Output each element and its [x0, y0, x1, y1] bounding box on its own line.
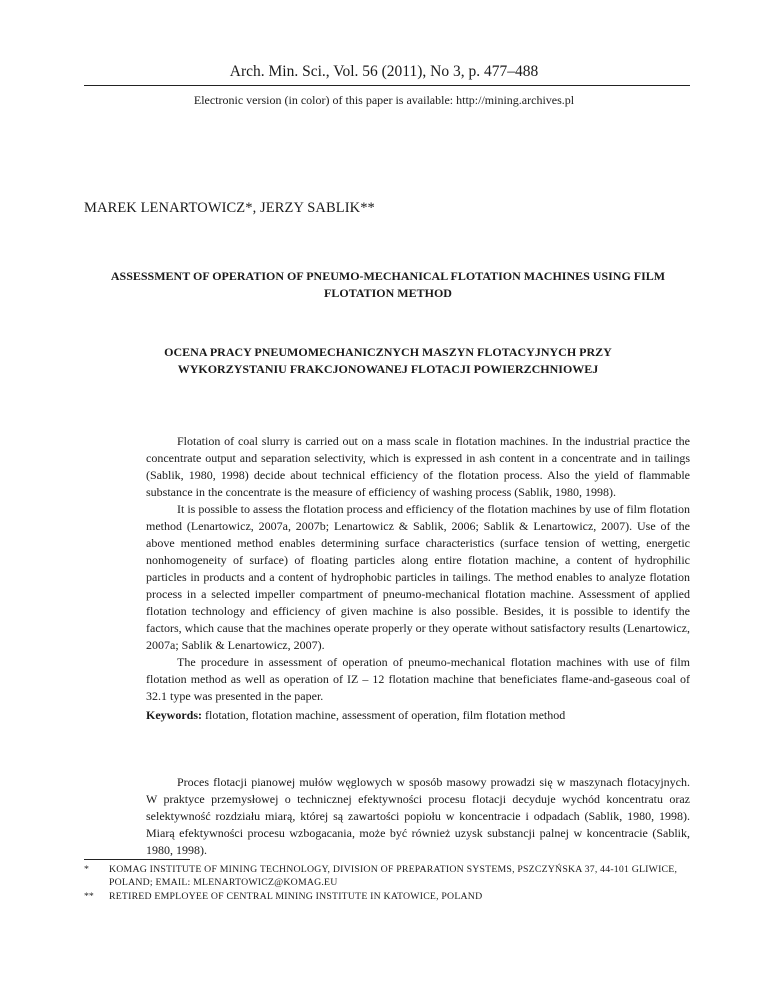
abstract-paragraph: It is possible to assess the flotation process and efficiency of the flotation machines by use of film flotation method (Lenartowicz, 2007a, 2007b; Lenartowicz & Sablik, 2006; Sablik & Lenartowicz, 2007). Use of the above mentioned method enables determining surface characteristics (surface tension of wetting, energetic nonhomogeneity of surface) of floating particles along entire flotation machine, a content of hydrophilic particles in products and a content of hydrophobic particles in tailings. The method enables to analyze flotation process in a selected impeller compartment of pneumo-mechanical flotation machine. Assessment of applied flotation technology and efficiency of given machine is also possible. Besides, it is possible to identify the factors, which cause that the machines operate properly or they operate without satisfactory results (Lenartowicz, 2007a; Sablik & Lenartowicz, 2007).	[146, 502, 690, 652]
title-polish: OCENA PRACY PNEUMOMECHANICZNYCH MASZYN FLOTACYJNYCH PRZY WYKORZYSTANIU FRAKCJONOWANEJ FLOTACJI POWIERZCHNIOWEJ	[164, 345, 612, 376]
authors: MAREK LENARTOWICZ*, JERZY SABLIK**	[84, 200, 375, 216]
footnote-mark: **	[84, 891, 94, 902]
keywords-label: Keywords:	[146, 708, 202, 722]
abstract-paragraph: The procedure in assessment of operation of pneumo-mechanical flotation machines with use of film flotation method as well as operation of IZ – 12 flotation machine that beneficiates flame-and-gaseous coal of 32.1 type was presented in the paper.	[146, 655, 690, 703]
abstract-paragraph: Proces flotacji pianowej mułów węglowych w sposób masowy prowadzi się w maszynach flotacyjnych. W praktyce przemysłowej o technicznej efektywności procesu flotacji decyduje wychód koncentratu oraz selektywność rozdziału miarą, której są zawartości popiołu w koncentracie i odpadach (Sablik, 1980, 1998). Miarą efektywności procesu wzbogacania, może być również uzysk substancji palnej w koncentracie (Sablik, 1980, 1998).	[146, 775, 690, 857]
footnote-rule	[84, 859, 190, 860]
abstract-paragraph: Flotation of coal slurry is carried out on a mass scale in flotation machines. In the industrial practice the concentrate output and separation selectivity, which is expressed in ash content in a concentrate and in tailings (Sablik, 1980, 1998) decide about technical efficiency of the flotation process. Also the yield of flammable substance in the concentrate is the measure of efficiency of washing process (Sablik, 1980, 1998).	[146, 434, 690, 499]
electronic-version-note: Electronic version (in color) of this paper is available: http://mining.archives.pl	[193, 93, 575, 107]
keywords	[146, 708, 565, 723]
footnote-text: KOMAG INSTITUTE OF MINING TECHNOLOGY, DIVISION OF PREPARATION SYSTEMS, PSZCZYŃSKA 37, 44-101 GLIWICE, POLAND; EMAIL: MLENARTOWICZ@KOMAG.EU	[109, 864, 678, 888]
abstract-english	[146, 433, 690, 705]
footnote	[84, 863, 690, 889]
keywords-text: flotation, flotation machine, assessment of operation, film flotation method	[202, 708, 566, 722]
header-rule	[84, 85, 690, 86]
footnote-text: RETIRED EMPLOYEE OF CENTRAL MINING INSTITUTE IN KATOWICE, POLAND	[109, 891, 483, 902]
abstract-polish	[146, 774, 690, 859]
journal-header: Arch. Min. Sci., Vol. 56 (2011), No 3, p. 477–488	[229, 63, 539, 80]
title-english: ASSESSMENT OF OPERATION OF PNEUMO-MECHANICAL FLOTATION MACHINES USING FILM FLOTATION METHOD	[110, 269, 666, 300]
footnote	[84, 890, 690, 903]
footnote-mark: *	[84, 864, 89, 875]
